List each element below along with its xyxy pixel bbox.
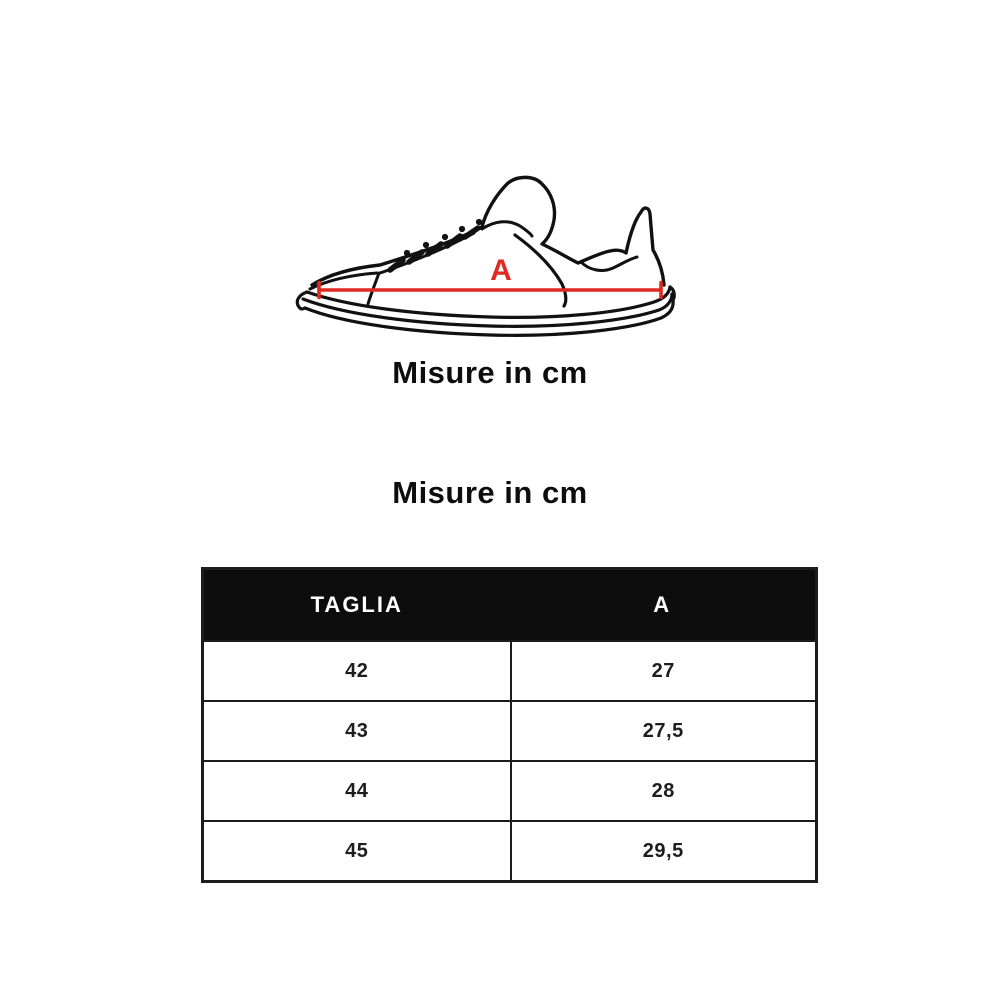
section-title: Misure in cm (392, 475, 588, 510)
sole-lines (297, 287, 674, 335)
table-row (204, 760, 815, 820)
cell-a: 27,5 (510, 702, 816, 760)
quarter-panel-seam (515, 235, 566, 306)
measurement-label: A (490, 254, 512, 287)
tongue-seam (482, 222, 532, 236)
shoe-diagram (290, 163, 690, 358)
cell-a: 28 (510, 762, 816, 820)
table-row (204, 820, 815, 880)
cell-taglia: 45 (345, 839, 369, 862)
header-cell-taglia: TAGLIA (310, 592, 403, 617)
lace-knots (404, 219, 482, 256)
table-row (204, 700, 815, 760)
size-table (201, 567, 818, 883)
cell-a: 27 (510, 642, 816, 700)
diagram-caption: Misure in cm (392, 355, 588, 390)
table-row (204, 640, 815, 700)
cell-taglia: 43 (345, 719, 369, 742)
header-cell-a: A (653, 592, 672, 617)
cell-taglia: 44 (345, 779, 369, 802)
cell-a: 29,5 (510, 822, 816, 880)
size-table-header (204, 570, 815, 640)
cell-taglia: 42 (345, 659, 369, 682)
